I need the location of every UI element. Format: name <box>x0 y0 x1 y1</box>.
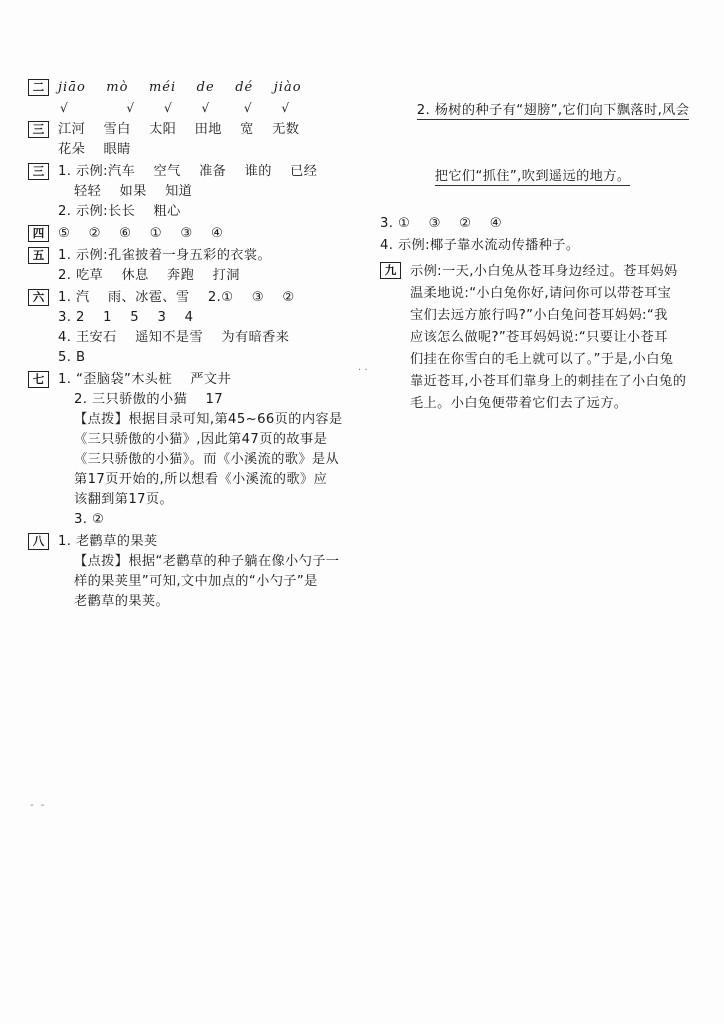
answer-line: 1. “歪脑袋”木头桩 严文井 <box>58 372 232 387</box>
answer-line: 温柔地说:“小白兔你好,请问你可以带苍耳宝 <box>410 286 672 301</box>
underlined-text: 2. 杨树的种子有“翅膀”,它们向下飘落时,风会 <box>416 103 690 118</box>
answer-line: 1. 老鹳草的果荚 <box>58 534 158 549</box>
hint-line: 该翻到第17页。 <box>74 492 174 507</box>
hint-line: 样的果荚里”可知,文中加点的“小勺子”是 <box>74 574 318 589</box>
answer-block-8 <box>28 532 368 612</box>
answer-line: 2. 示例:长长 粗心 <box>58 204 181 219</box>
answer-line: 3. ① ③ ② ④ <box>380 216 502 231</box>
margin-mark-right: · · <box>358 365 368 376</box>
answer-line: 4. 示例:椰子靠水流动传播种子。 <box>380 238 580 253</box>
answer-line: 1. 汽 雨、冰雹、雪 2.① ③ ② <box>58 290 295 305</box>
answer-line: 示例:一天,小白兔从苍耳身边经过。苍耳妈妈 <box>410 264 678 279</box>
answer-block-2-pinyin <box>28 78 368 118</box>
answer-block-5 <box>28 246 368 286</box>
answer-line: 们挂在你雪白的毛上就可以了。”于是,小白兔 <box>410 352 674 367</box>
hint-line: 【点拨】根据“老鹳草的种子躺在像小勺子一 <box>74 554 340 569</box>
section-marker: 九 <box>380 262 401 279</box>
answer-line: 宝们去远方旅行吗?”小白兔问苍耳妈妈:“我 <box>410 308 668 323</box>
answer-block-6 <box>28 288 368 368</box>
underlined-text: 把它们“抓住”,吹到遥远的地方。 <box>434 169 631 184</box>
answer-line: 轻轻 如果 知道 <box>74 184 193 199</box>
section-marker: 五 <box>28 247 49 264</box>
answer-line: 毛上。小白兔便带着它们去了远方。 <box>410 396 628 411</box>
answer-block-9 <box>380 261 700 415</box>
margin-mark-bottom: - - <box>30 800 47 811</box>
answer-block-continued-3 <box>380 213 700 257</box>
answer-line: ⑤ ② ⑥ ① ③ ④ <box>58 226 224 241</box>
right-column <box>380 78 700 415</box>
answer-line: 1. 示例:汽车 空气 准备 谁的 已经 <box>58 164 318 179</box>
answer-line: 2. 吃草 休息 奔跑 打洞 <box>58 268 240 283</box>
answer-line: 4. 王安石 遥知不是雪 为有暗香来 <box>58 330 290 345</box>
answer-line: 花朵 眼睛 <box>58 142 131 157</box>
answer-line <box>380 78 700 144</box>
answer-block-continued-2 <box>380 78 700 210</box>
answer-block-4 <box>28 224 368 244</box>
hint-line: 《三只骄傲的小猫》。而《小溪流的歌》是从 <box>74 452 340 467</box>
answer-line <box>380 144 700 210</box>
section-marker: 三 <box>28 163 49 180</box>
left-column <box>28 78 368 614</box>
section-marker: 六 <box>28 289 49 306</box>
hint-line: 《三只骄傲的小猫》,因此第47页的故事是 <box>74 432 328 447</box>
section-marker: 三 <box>28 121 49 138</box>
section-marker: 八 <box>28 533 49 550</box>
answer-line: 3. ② <box>74 512 105 527</box>
answer-line: 1. 示例:孔雀披着一身五彩的衣裳。 <box>58 248 272 263</box>
hint-line: 【点拨】根据目录可知,第45~66页的内容是 <box>74 412 343 427</box>
answer-line: 应该怎么做呢?”苍耳妈妈说:“只要让小苍耳 <box>410 330 668 345</box>
check-row: √ √ √ √ √ √ <box>60 101 291 115</box>
answer-block-3-words <box>28 120 368 160</box>
answer-line: 2. 三只骄傲的小猫 17 <box>74 392 224 407</box>
answer-block-7 <box>28 370 368 530</box>
hint-line: 老鹳草的果荚。 <box>74 594 170 609</box>
answer-line: 江河 雪白 太阳 田地 宽 无数 <box>58 122 300 137</box>
section-marker: 二 <box>28 79 49 96</box>
answer-line: 5. B <box>58 350 86 365</box>
section-marker: 四 <box>28 225 49 242</box>
hint-line: 第17页开始的,所以想看《小溪流的歌》应 <box>74 472 328 487</box>
answer-line: 靠近苍耳,小苍耳们靠身上的刺挂在了小白兔的 <box>410 374 687 389</box>
section-marker: 七 <box>28 371 49 388</box>
pinyin-row: jiāo mò méi de dé jiào <box>58 80 302 95</box>
answer-line: 3. 2 1 5 3 4 <box>58 310 194 325</box>
answer-block-3b <box>28 162 368 222</box>
